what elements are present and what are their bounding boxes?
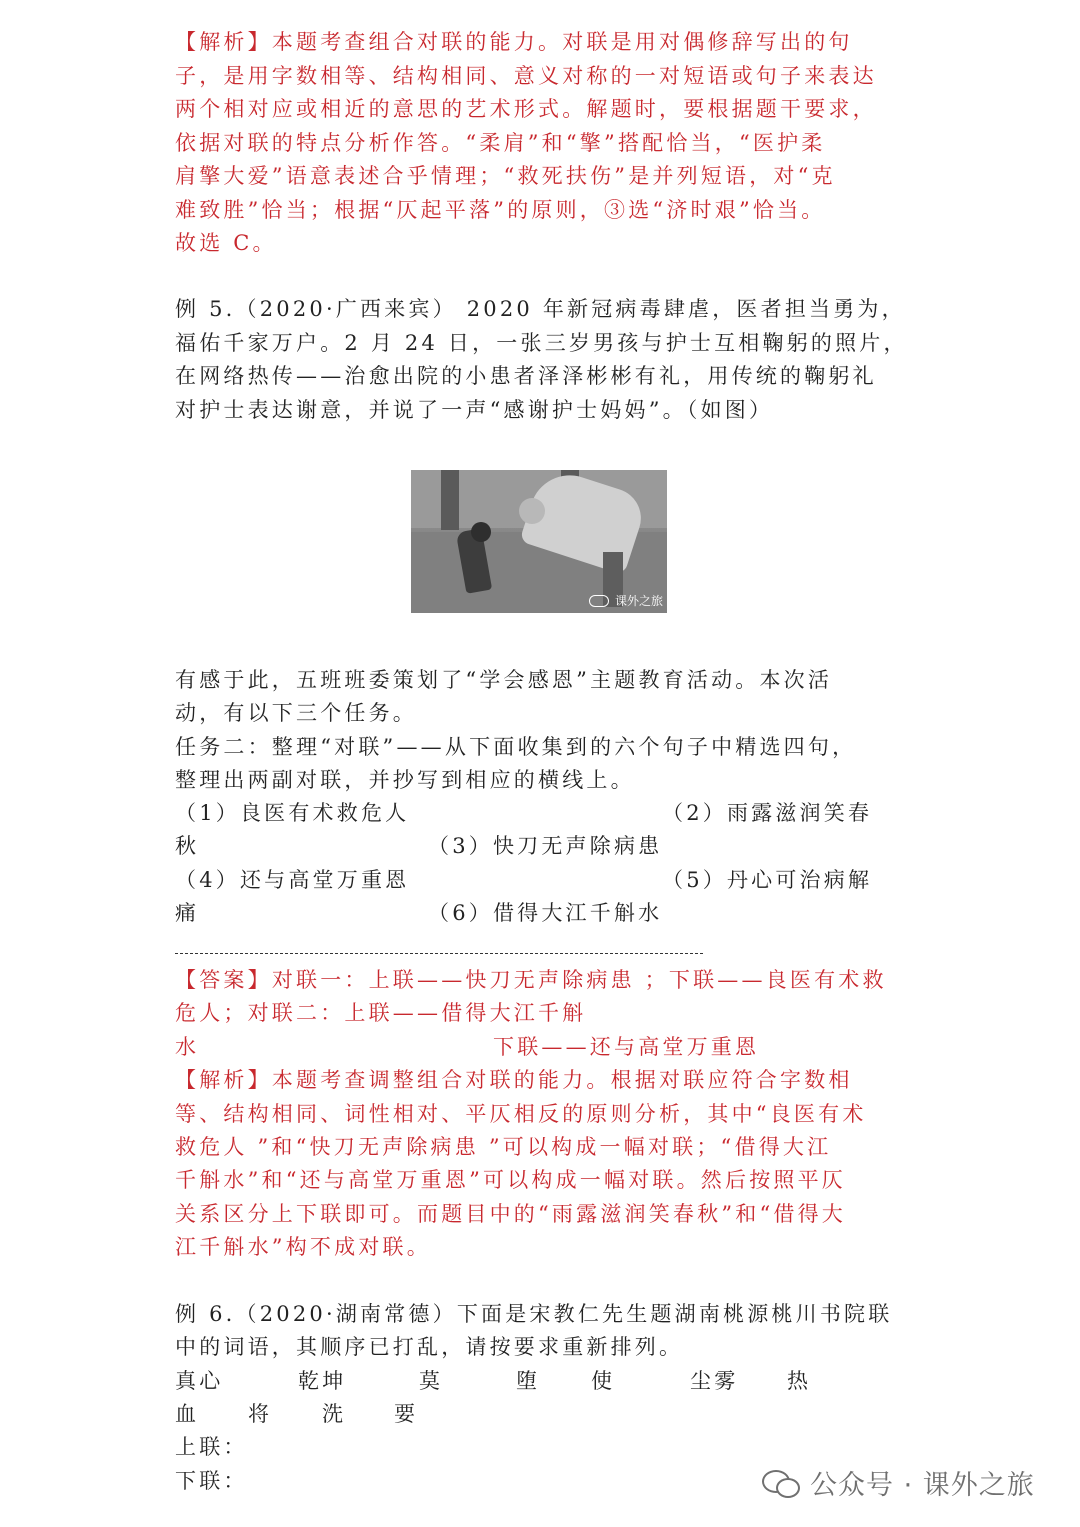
answer-line: 下联——还与高堂万重恩 (493, 1035, 760, 1059)
wechat-account-watermark (762, 1462, 1035, 1502)
answer-line: 水 (175, 1035, 200, 1059)
analysis-paragraph-line (175, 1064, 853, 1097)
analysis-tag: 【解析】 (175, 1068, 272, 1092)
option-item: 秋 (175, 834, 200, 858)
wechat-account-name: 公众号 · 课外之旅 (810, 1469, 1035, 1501)
option-item: （5）丹心可治病解 (662, 868, 873, 892)
word-item: 真心 (175, 1369, 224, 1393)
analysis-paragraph-line: 子，是用字数相等、结构相同、意义对称的一对短语或句子来表达 (175, 64, 877, 88)
example5-line: 福佑千家万户。2 月 24 日，一张三岁男孩与护士互相鞠躬的照片， (175, 331, 908, 355)
answer-blank-line (175, 953, 703, 954)
analysis-paragraph-line: 依据对联的特点分析作答。“柔肩”和“擎”搭配恰当，“医护柔 (175, 131, 826, 155)
option-item: （6）借得大江千斛水 (428, 901, 663, 925)
option-item: 痛 (175, 901, 200, 925)
task-line: 任务二：整理“对联”——从下面收集到的六个句子中精选四句， (175, 735, 857, 759)
photo-watermark: 课外之旅 (614, 594, 663, 608)
option-item: （1）良医有术救危人 (175, 801, 410, 825)
analysis-paragraph-line: 救危人 ”和“快刀无声除病患 ”可以构成一幅对联；“借得大江 (175, 1135, 832, 1159)
word-item: 乾坤 (298, 1369, 347, 1393)
answer-line: 危人；对联二：上联——借得大江千斛 (175, 1001, 587, 1025)
example5-line: 在网络热传——治愈出院的小患者泽泽彬彬有礼，用传统的鞠躬礼 (175, 364, 877, 388)
answer-tag: 【答案】 (175, 968, 272, 992)
upper-couplet-label: 上联： (175, 1435, 248, 1459)
wechat-icon (762, 1467, 800, 1497)
option-item: （2）雨露滋润笑春 (662, 801, 873, 825)
example6-line: 中的词语，其顺序已打乱，请按要求重新排列。 (175, 1335, 684, 1359)
word-item: 堕 (516, 1369, 541, 1393)
analysis-paragraph-line: 等、结构相同、词性相对、平仄相反的原则分析，其中“良医有术 (175, 1102, 867, 1126)
example5-line: 例 5.（2020·广西来宾） 2020 年新冠病毒肆虐，医者担当勇为， (175, 297, 906, 321)
analysis-tag: 【解析】 (175, 30, 272, 54)
word-item: 洗 (322, 1402, 347, 1426)
analysis-paragraph-line: 千斛水”和“还与高堂万重恩”可以构成一幅对联。然后按照平仄 (175, 1168, 847, 1192)
photo-pillar (441, 470, 459, 530)
word-item: 尘雾 (690, 1369, 739, 1393)
analysis-paragraph-line: 难致胜”恰当；根据“仄起平落”的原则，③选“济时艰”恰当。 (175, 198, 826, 222)
word-item: 将 (248, 1402, 273, 1426)
example6-line: 例 6.（2020·湖南常德）下面是宋教仁先生题湖南桃源桃川书院联 (175, 1302, 893, 1326)
word-item: 使 (591, 1369, 616, 1393)
task-line: 动，有以下三个任务。 (175, 701, 417, 725)
analysis-text: 本题考查组合对联的能力。对联是用对偶修辞写出的句 (271, 30, 853, 54)
analysis-paragraph-line: 关系区分上下联即可。而题目中的“雨露滋润笑春秋”和“借得大 (175, 1202, 847, 1226)
task-line: 有感于此，五班班委策划了“学会感恩”主题教育活动。本次活 (175, 668, 833, 692)
task-line: 整理出两副对联，并抄写到相应的横线上。 (175, 768, 635, 792)
analysis-paragraph-line: 肩擎大爱”语意表述合乎情理；“救死扶伤”是并列短语，对“克 (175, 164, 836, 188)
analysis-text: 本题考查调整组合对联的能力。根据对联应符合字数相 (271, 1068, 853, 1092)
word-item: 莫 (419, 1369, 444, 1393)
word-item: 要 (394, 1402, 419, 1426)
answer-line (175, 964, 887, 997)
bowing-photo (411, 470, 667, 613)
photo-child-head (471, 522, 491, 542)
option-item: （3）快刀无声除病患 (428, 834, 663, 858)
photo-nurse-head (519, 498, 545, 524)
lower-couplet-label: 下联： (175, 1469, 248, 1493)
analysis-paragraph-line: 故选 C。 (175, 231, 277, 255)
analysis-paragraph-line (175, 26, 853, 59)
example5-line: 对护士表达谢意，并说了一声“感谢护士妈妈”。（如图） (175, 398, 774, 422)
word-item: 血 (175, 1402, 200, 1426)
answer-text: 对联一：上联——快刀无声除病患 ；下联——良医有术救 (271, 968, 887, 992)
option-item: （4）还与高堂万重恩 (175, 868, 410, 892)
analysis-paragraph-line: 两个相对应或相近的意思的艺术形式。解题时，要根据题干要求， (175, 97, 877, 121)
word-item: 热 (787, 1369, 812, 1393)
analysis-paragraph-line: 江千斛水”构不成对联。 (175, 1235, 431, 1259)
wechat-watermark-icon (589, 595, 609, 607)
